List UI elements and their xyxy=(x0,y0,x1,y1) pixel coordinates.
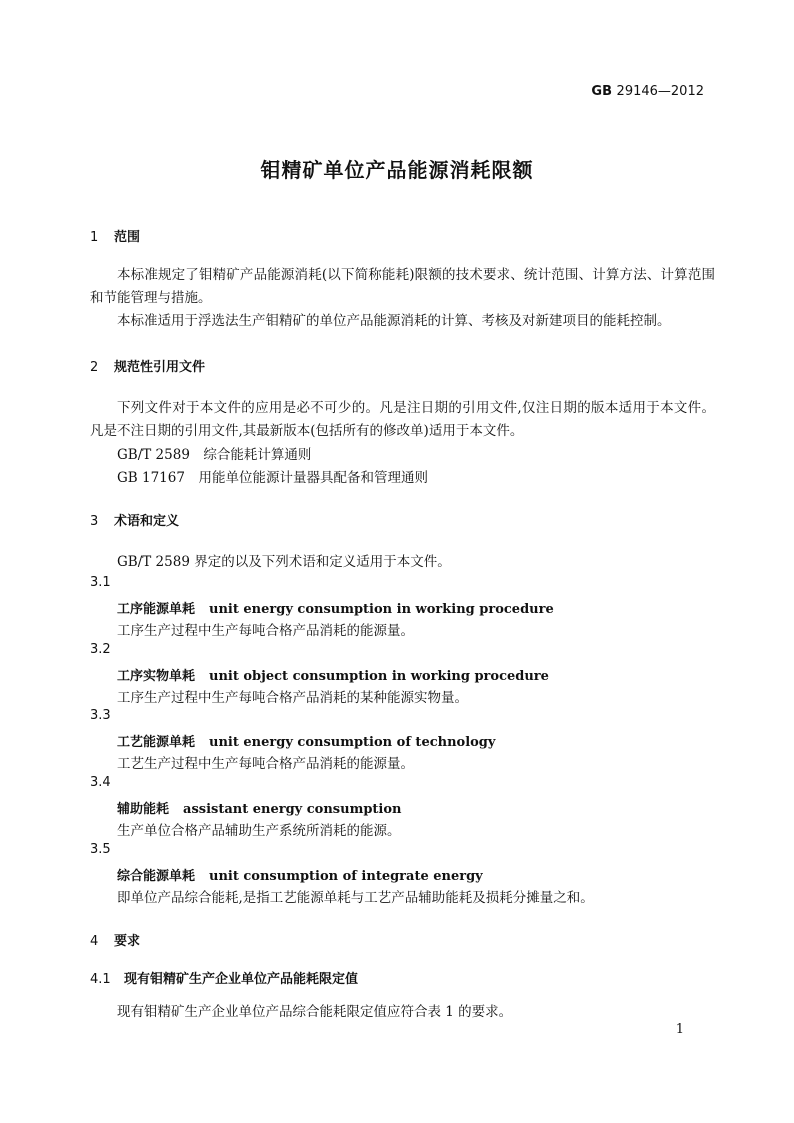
term-en: unit energy consumption in working procedure xyxy=(209,602,554,617)
section-1-heading xyxy=(90,226,140,245)
section-2-body xyxy=(90,397,715,443)
clause-number: 3.1 xyxy=(90,575,111,590)
term-3-5 xyxy=(117,865,483,884)
page-number: 1 xyxy=(675,1022,684,1037)
term-zh: 工艺能源单耗 xyxy=(117,735,196,750)
section-number: 4 xyxy=(90,934,99,949)
section-number: 1 xyxy=(90,230,99,245)
paragraph: 本标准适用于浮选法生产钼精矿的单位产品能源消耗的计算、考核及对新建项目的能耗控制。 xyxy=(117,313,671,329)
term-en: unit energy consumption of technology xyxy=(209,735,496,750)
subsection-number: 4.1 xyxy=(90,972,111,987)
term-en: unit consumption of integrate energy xyxy=(209,869,483,884)
term-zh: 工序能源单耗 xyxy=(117,602,196,617)
subsection-title: 现有钼精矿生产企业单位产品能耗限定值 xyxy=(124,972,359,987)
section-3-intro: GB/T 2589 界定的以及下列术语和定义适用于本文件。 xyxy=(117,554,451,570)
term-3-2 xyxy=(117,665,549,684)
term-3-1 xyxy=(117,598,554,617)
term-definition: 工序生产过程中生产每吨合格产品消耗的能源量。 xyxy=(117,623,414,639)
normative-reference: GB 17167 用能单位能源计量器具配备和管理通则 xyxy=(117,470,428,486)
standard-code: 29146—2012 xyxy=(616,84,704,99)
clause-number: 3.3 xyxy=(90,708,111,723)
section-1-body xyxy=(90,264,715,333)
term-en: unit object consumption in working procedure xyxy=(209,669,549,684)
section-4-1-body: 现有钼精矿生产企业单位产品综合能耗限定值应符合表 1 的要求。 xyxy=(117,1004,513,1020)
clause-number: 3.4 xyxy=(90,775,111,790)
section-number: 2 xyxy=(90,360,99,375)
standard-prefix: GB xyxy=(591,84,613,99)
term-zh: 综合能源单耗 xyxy=(117,869,196,884)
section-2-heading xyxy=(90,356,205,375)
section-3-heading xyxy=(90,510,179,529)
normative-reference: GB/T 2589 综合能耗计算通则 xyxy=(117,447,312,463)
subsection-4-1-heading xyxy=(90,968,358,987)
term-3-4 xyxy=(117,798,401,817)
term-en: assistant energy consumption xyxy=(183,802,402,817)
clause-number: 3.2 xyxy=(90,642,111,657)
section-title: 规范性引用文件 xyxy=(114,360,206,375)
term-definition: 工艺生产过程中生产每吨合格产品消耗的能源量。 xyxy=(117,756,414,772)
term-definition: 即单位产品综合能耗,是指工艺能源单耗与工艺产品辅助能耗及损耗分摊量之和。 xyxy=(117,890,594,906)
term-definition: 生产单位合格产品辅助生产系统所消耗的能源。 xyxy=(117,823,401,839)
section-number: 3 xyxy=(90,514,99,529)
clause-number: 3.5 xyxy=(90,842,111,857)
term-zh: 辅助能耗 xyxy=(117,802,170,817)
paragraph: 本标准规定了钼精矿产品能源消耗(以下简称能耗)限额的技术要求、统计范围、计算方法、计算范围和节能管理与措施。 xyxy=(90,267,715,306)
standard-number xyxy=(591,84,704,99)
term-definition: 工序生产过程中生产每吨合格产品消耗的某种能源实物量。 xyxy=(117,690,468,706)
document-title: 钼精矿单位产品能源消耗限额 xyxy=(260,158,534,182)
section-title: 范围 xyxy=(114,230,141,245)
term-3-3 xyxy=(117,731,495,750)
paragraph: 下列文件对于本文件的应用是必不可少的。凡是注日期的引用文件,仅注日期的版本适用于本文件。凡是不注日期的引用文件,其最新版本(包括所有的修改单)适用于本文件。 xyxy=(90,400,715,439)
section-4-heading xyxy=(90,930,140,949)
section-title: 术语和定义 xyxy=(114,514,180,529)
section-title: 要求 xyxy=(114,934,141,949)
term-zh: 工序实物单耗 xyxy=(117,669,196,684)
